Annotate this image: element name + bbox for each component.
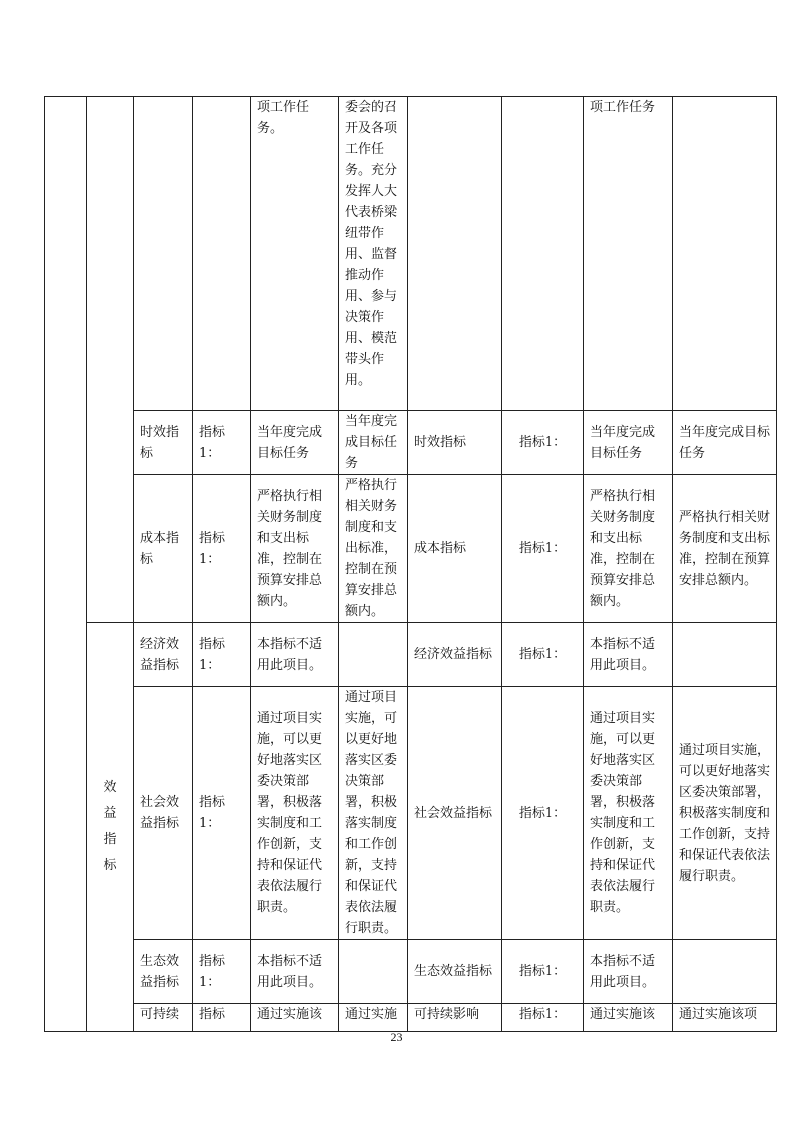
page-number: 23 bbox=[390, 1030, 403, 1044]
table-cell: 本指标不适用此项目。 bbox=[584, 623, 673, 687]
output-group-cell bbox=[87, 97, 134, 623]
indicator-index: 指标1： bbox=[193, 411, 251, 475]
indicator-name: 社会效益指标 bbox=[134, 687, 193, 940]
table-cell: 项工作任务。 bbox=[251, 97, 339, 411]
table-cell: 严格执行相关财务制度和支出标准，控制在预算安排总额内。 bbox=[673, 475, 777, 623]
table-cell bbox=[673, 623, 777, 687]
table-cell: 通过项目实施，可以更好地落实区委决策部署，积极落实制度和工作创新，支持和保证代表依法履行职责。 bbox=[673, 687, 777, 940]
table-cell bbox=[134, 97, 193, 411]
table-cell: 本指标不适用此项目。 bbox=[251, 940, 339, 1004]
table-cell: 本指标不适用此项目。 bbox=[251, 623, 339, 687]
table-cell: 当年度完成目标任务 bbox=[673, 411, 777, 475]
performance-indicator-table bbox=[44, 96, 777, 1032]
table-row bbox=[45, 475, 777, 623]
table-cell bbox=[502, 97, 584, 411]
table-row bbox=[45, 411, 777, 475]
table-cell: 通过项目实施，可以更好地落实区委决策部署，积极落实制度和工作创新，支持和保证代表依法履行职责。 bbox=[584, 687, 673, 940]
table-cell: 严格执行相关财务制度和支出标准，控制在预算安排总额内。 bbox=[339, 475, 408, 623]
indicator-index: 指标1： bbox=[502, 940, 584, 1004]
table-cell bbox=[673, 97, 777, 411]
indicator-name: 成本指标 bbox=[134, 475, 193, 623]
indicator-name: 经济效益指标 bbox=[134, 623, 193, 687]
indicator-index: 指标1： bbox=[193, 475, 251, 623]
table-cell bbox=[408, 97, 502, 411]
table-cell: 通过实施该 bbox=[251, 1004, 339, 1032]
indicator-name: 可持续影响 bbox=[408, 1004, 502, 1032]
table-cell: 本指标不适用此项目。 bbox=[584, 940, 673, 1004]
indicator-index: 指标1： bbox=[502, 475, 584, 623]
table-cell bbox=[339, 940, 408, 1004]
table-cell: 当年度完成目标任务 bbox=[584, 411, 673, 475]
table-row bbox=[45, 940, 777, 1004]
table-row bbox=[45, 623, 777, 687]
benefit-group-cell bbox=[87, 623, 134, 1032]
indicator-name: 时效指标 bbox=[408, 411, 502, 475]
table-cell: 通过实施 bbox=[339, 1004, 408, 1032]
table-cell: 严格执行相关财务制度和支出标准，控制在预算安排总额内。 bbox=[584, 475, 673, 623]
indicator-index: 指标1： bbox=[502, 623, 584, 687]
table-row bbox=[45, 97, 777, 411]
table-cell: 通过项目实施，可以更好地落实区委决策部署，积极落实制度和工作创新，支持和保证代表依法履行职责。 bbox=[251, 687, 339, 940]
table-cell: 当年度完成目标任务 bbox=[339, 411, 408, 475]
indicator-name: 时效指标 bbox=[134, 411, 193, 475]
table-cell: 通过实施该 bbox=[584, 1004, 673, 1032]
indicator-index: 指标1： bbox=[193, 940, 251, 1004]
outer-merged-cell bbox=[45, 97, 87, 1032]
indicator-index: 指标1： bbox=[502, 687, 584, 940]
table-cell: 严格执行相关财务制度和支出标准，控制在预算安排总额内。 bbox=[251, 475, 339, 623]
table-cell: 通过项目实施，可以更好地落实区委决策部署，积极落实制度和工作创新，支持和保证代表依法履行职责。 bbox=[339, 687, 408, 940]
table-cell: 委会的召开及各项工作任务。充分发挥人大代表桥梁纽带作用、监督推动作用、参与决策作用、模范带头作用。 bbox=[339, 97, 408, 411]
indicator-index: 指标1： bbox=[193, 623, 251, 687]
benefit-group-label: 效益指标 bbox=[103, 780, 117, 873]
indicator-index: 指标 bbox=[193, 1004, 251, 1032]
indicator-name: 可持续 bbox=[134, 1004, 193, 1032]
table-cell: 项工作任务 bbox=[584, 97, 673, 411]
table-cell: 当年度完成目标任务 bbox=[251, 411, 339, 475]
table-row bbox=[45, 687, 777, 940]
indicator-index: 指标1： bbox=[193, 687, 251, 940]
indicator-index: 指标1： bbox=[502, 411, 584, 475]
table-row bbox=[45, 1004, 777, 1032]
indicator-name: 生态效益指标 bbox=[134, 940, 193, 1004]
table-cell bbox=[193, 97, 251, 411]
table-cell bbox=[339, 623, 408, 687]
indicator-name: 经济效益指标 bbox=[408, 623, 502, 687]
indicator-name: 生态效益指标 bbox=[408, 940, 502, 1004]
indicator-name: 成本指标 bbox=[408, 475, 502, 623]
indicator-name: 社会效益指标 bbox=[408, 687, 502, 940]
indicator-index: 指标1： bbox=[502, 1004, 584, 1032]
table-cell bbox=[673, 940, 777, 1004]
table-cell: 通过实施该项 bbox=[673, 1004, 777, 1032]
